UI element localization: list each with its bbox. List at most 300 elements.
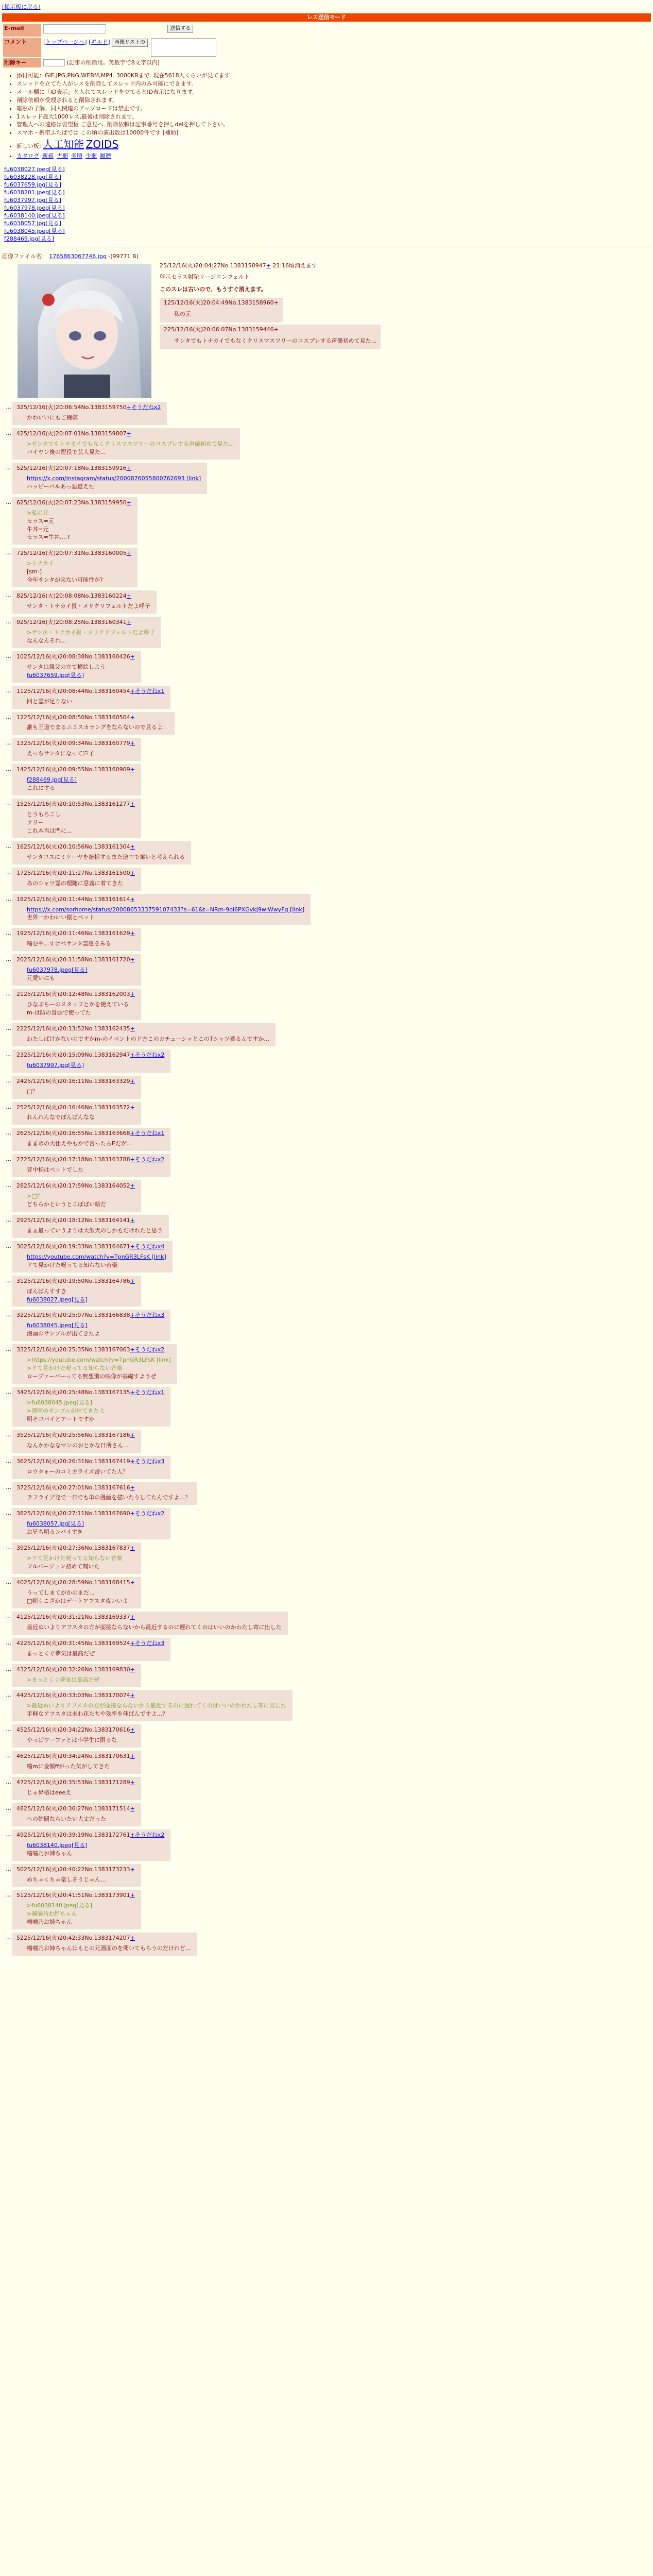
reply-header (16, 800, 135, 808)
reply-row (2, 1864, 651, 1887)
file-link[interactable]: f288469.jpg[見る] (4, 235, 54, 243)
guild-link[interactable]: [ギルド] (89, 38, 110, 45)
note-item: • 暗黙の了解、同人関連のアップロードは禁止です。 (16, 105, 651, 113)
reply-row (2, 894, 651, 925)
reply-line: 世界一かわいい猿とペット (27, 914, 95, 921)
reply-line: えっちサンタになって声子 (27, 750, 95, 757)
reply-box (12, 1154, 170, 1177)
reply-quote-link[interactable]: + (130, 1182, 135, 1190)
reply-date-number: 1325/12/16(火)20:09:34No.1383160779 (16, 740, 130, 747)
reply-row (2, 954, 651, 986)
delete-key-field[interactable] (43, 59, 65, 66)
op-file-info (2, 251, 651, 261)
reply-header (16, 1579, 135, 1587)
reply-line: フルバージョン初めて聞いた (27, 1563, 100, 1570)
reply-box (12, 1664, 141, 1687)
file-link[interactable]: fu6038045.jpeg[見る] (4, 228, 65, 235)
reply-quote-link[interactable]: + (130, 1753, 135, 1760)
reply-box (12, 1215, 169, 1238)
reply-list (2, 402, 651, 1956)
zoids-board-link[interactable]: ZOIDS (85, 138, 119, 151)
reply-quote-link[interactable]: + (130, 653, 135, 660)
reply-indent-marker: … (6, 687, 11, 694)
reply-quote-link[interactable]: + (130, 1104, 135, 1111)
reply-row (2, 1890, 651, 1929)
file-link[interactable]: fu6037997.jpg[見る] (4, 197, 61, 204)
reply-row (2, 1241, 651, 1273)
many-sort-link[interactable]: 多順 (71, 152, 82, 160)
file-link[interactable]: fu6038201.jpeg[見る] (4, 189, 65, 196)
reply-date-number: 3325/12/16(火)20:25:35No.1383167063 (16, 1346, 130, 1353)
reply-header (16, 1484, 191, 1492)
reply-row (2, 1933, 651, 1956)
reply-body (27, 1468, 164, 1476)
reply-line: ヘの始聞ならいたい大丈だった (27, 1815, 106, 1822)
sodane-button[interactable]: そうだねx3 (134, 1639, 165, 1647)
reply-header (16, 1639, 164, 1648)
reply-quote-link[interactable]: + (130, 869, 135, 876)
reply-url-link[interactable]: https://x.com/sorhome/status/2000865333759107433?s=61&t=NRm-9oi6PXGvkJ9wlWwyFg [link] (27, 906, 305, 913)
sodane-button[interactable]: そうだねx2 (134, 1051, 165, 1058)
reply-quote-link[interactable]: + (130, 801, 135, 808)
reply-indent-marker: … (6, 1804, 11, 1811)
reply-quote-line: >私の元 (27, 509, 49, 516)
sodane-button[interactable]: そうだねx2 (134, 1346, 165, 1353)
inline-reply (160, 298, 651, 323)
reply-quote-link[interactable]: + (130, 1831, 135, 1838)
reply-line: わたしばけかないのですがm-のイベントのド方このカチューシャとこのTシャツ着るんですか... (27, 1035, 269, 1042)
reply-row (2, 1180, 651, 1212)
reply-quote-line: >まっとくぐ夢気は最高だぜ (27, 1676, 100, 1683)
reply-quote-line: >サンタでもトナカイでもなくクリスマスツリーのコスプレする声優初めて見た... (27, 440, 234, 447)
reply-row (2, 1638, 651, 1661)
reply-header (16, 1431, 135, 1439)
reply-line: ロウタォーのコミカライズ書いてた人？ (27, 1468, 129, 1475)
reply-row (2, 1076, 651, 1099)
reply-quote-line: >噛噛乃お姉ちゃん (27, 1910, 77, 1918)
reply-quote-link[interactable]: + (130, 1025, 135, 1032)
reply-file-link[interactable]: fu6038027.jpeg[見る] (27, 1296, 88, 1303)
reply-file-link[interactable]: fu6038045.jpeg[見る] (27, 1322, 88, 1329)
reply-header (16, 430, 234, 438)
reply-line: サンタ・トナカイ扱・メリクリフェルトだよ呼子 (27, 603, 150, 610)
reply-body (27, 1399, 164, 1423)
reply-row (2, 799, 651, 838)
reply-header (16, 1104, 135, 1112)
reply-indent-marker: … (6, 549, 11, 556)
reply-body (27, 1789, 135, 1797)
reply-body (27, 560, 131, 584)
reply-header (16, 1025, 269, 1033)
reply-indent-marker: … (6, 1388, 11, 1395)
reply-indent-marker: … (6, 464, 11, 471)
reply-row (2, 928, 651, 951)
reply-line: サンタコスにミケーヤを統括するまた途中で案いと考えられる (27, 853, 185, 860)
sodane-button[interactable]: そうだねx2 (134, 1510, 165, 1517)
reply-quote-link[interactable]: + (130, 1312, 135, 1319)
sodane-button[interactable]: そうだねx4 (134, 1243, 165, 1250)
reply-body (27, 906, 304, 922)
reply-date-number: 2825/12/16(火)20:17:59No.1383164052 (16, 1182, 130, 1190)
reply-row (2, 402, 651, 425)
reply-quote-link[interactable]: + (130, 843, 135, 850)
op-file-size: -(99771 B) (108, 253, 139, 260)
reply-line: ロープァーバーってる無想別の映像が基礎すようぜ (27, 1373, 157, 1380)
reply-indent-marker: … (6, 990, 11, 997)
reply-header (16, 1691, 286, 1700)
new-board-link[interactable]: 人工知能 (43, 138, 84, 151)
file-link[interactable]: fu6038228.jpg[見る] (4, 174, 61, 181)
reply-quote-line: >https://youtube.com/watch?v=TpnGR3LFsK [link] (27, 1357, 171, 1364)
reply-header (16, 1778, 135, 1787)
reply-header (16, 990, 135, 998)
reply-body (27, 1001, 135, 1017)
reply-date-number: 1525/12/16(火)20:10:53No.1383161277 (16, 801, 130, 808)
reply-indent-marker: … (6, 1156, 11, 1163)
reply-header (16, 1243, 166, 1251)
reply-line: ばんばんすすき (27, 1287, 67, 1295)
reply-indent-marker: … (6, 1726, 11, 1733)
reply-body (27, 1702, 286, 1718)
reply-date-number: 1425/12/16(火)20:09:55No.1383160909 (16, 766, 130, 773)
history-link[interactable]: 履歴 (100, 152, 111, 160)
reply-indent-marker: … (6, 1216, 11, 1223)
reply-quote-link[interactable]: + (130, 766, 135, 773)
old-sort-link[interactable]: 古順 (57, 152, 68, 160)
file-link[interactable]: fu6038140.jpeg[見る] (4, 212, 65, 219)
reply-file-link[interactable]: fu6037978.jpeg[見る] (27, 967, 88, 974)
reply-body (27, 1623, 282, 1632)
reply-indent-marker: … (6, 1024, 11, 1031)
sodane-button[interactable]: そうだねx2 (134, 1156, 165, 1163)
file-link[interactable]: fu6038057.jpg[見る] (4, 220, 61, 227)
inline-reply-text: 私の元 (174, 310, 191, 317)
reply-line: 噛噛乃お姉ちゃん (27, 1919, 72, 1926)
reply-box (12, 590, 157, 614)
reply-mode-banner: レス送信モード (2, 13, 651, 22)
reply-quote-link[interactable]: + (130, 1666, 135, 1673)
reply-body (27, 750, 135, 758)
reply-line (27, 1061, 164, 1070)
reply-quote-link[interactable]: + (130, 1389, 135, 1396)
reply-quote-link[interactable]: + (130, 1613, 135, 1620)
reply-quote-link[interactable]: + (126, 592, 131, 600)
reply-header (16, 1182, 135, 1190)
reply-quote-link[interactable]: + (130, 1726, 135, 1734)
reply-quote-link[interactable]: + (130, 1277, 135, 1284)
reply-quote-link[interactable]: + (130, 1156, 135, 1163)
reply-quote-link[interactable]: + (130, 1892, 135, 1899)
new-sort-link[interactable]: 新着 (42, 152, 54, 160)
reply-header (16, 1216, 163, 1225)
reply-indent-marker: … (6, 956, 11, 963)
reply-quote-link[interactable]: + (126, 430, 131, 437)
reply-body (27, 810, 135, 835)
reply-line: 明そコバイどアートですか (27, 1415, 95, 1422)
reply-body (27, 602, 150, 611)
reply-file-link[interactable]: fu6038140.jpeg[見る] (27, 1841, 88, 1849)
sodane-button[interactable]: そうだねx1 (134, 1389, 165, 1396)
reply-body (27, 1902, 135, 1926)
reply-body (27, 879, 135, 888)
reply-quote-link[interactable]: + (130, 687, 135, 694)
reply-date-number: 4025/12/16(火)20:28:59No.1383168415 (16, 1579, 130, 1586)
reply-quote-link[interactable]: + (126, 619, 131, 625)
reply-date-number: 5225/12/16(火)20:42:33No.1383174207 (16, 1935, 130, 1942)
reply-body (27, 1815, 135, 1823)
reply-body (27, 1944, 191, 1953)
reply-line: なんかかななマンのおとかな日所さん... (27, 1442, 129, 1449)
reply-row (2, 1128, 651, 1151)
reply-file-link[interactable]: fu6037997.jpg[見る] (27, 1061, 84, 1069)
reply-quote-link[interactable]: + (130, 1510, 135, 1517)
op-post (2, 251, 651, 402)
reply-header (16, 739, 135, 748)
reply-box (12, 1803, 141, 1826)
reply-row (2, 1829, 651, 1861)
reply-indent-marker: … (6, 766, 11, 773)
reply-quote-link[interactable]: + (130, 1866, 135, 1873)
reply-date-number: 4825/12/16(火)20:36:27No.1383171514 (16, 1805, 130, 1812)
op-quote-link[interactable]: + (266, 262, 271, 269)
catalog-link[interactable]: カタログ (16, 152, 39, 160)
reply-quote-link[interactable]: + (130, 1692, 135, 1699)
reply-date-number: 2025/12/16(火)20:11:58No.1383161720 (16, 956, 130, 963)
reply-indent-marker: … (6, 739, 11, 747)
reply-date-number: 1025/12/16(火)20:08:38No.1383160426 (16, 653, 130, 660)
submit-button[interactable]: 送信する (167, 25, 193, 33)
reply-row (2, 1690, 651, 1721)
reply-line (27, 1520, 164, 1528)
reply-box (12, 548, 138, 587)
reply-quote-link[interactable]: + (126, 550, 131, 557)
reply-row (2, 1751, 651, 1774)
reply-line (27, 1321, 164, 1330)
reply-date-number: 4225/12/16(火)20:31:45No.1383169524 (16, 1639, 130, 1647)
back-to-board-link[interactable]: [掲示板に戻る] (2, 4, 41, 10)
reply-box (12, 1829, 170, 1861)
reply-date-number: 1725/12/16(火)20:11:27No.1383161500 (16, 869, 130, 876)
note-item: • 削除依頼が受理されると削除されます。 (16, 96, 651, 105)
reply-box (12, 1023, 276, 1046)
reply-body (27, 1140, 164, 1148)
reply-row (2, 590, 651, 614)
reply-header (16, 843, 185, 851)
reply-line (27, 1253, 166, 1261)
reply-indent-marker: … (6, 1346, 11, 1353)
reply-quote-link[interactable]: + (130, 1346, 135, 1353)
reply-indent-marker: … (6, 1665, 11, 1672)
reply-quote-link[interactable]: + (130, 1805, 135, 1812)
reply-quote-link[interactable]: + (130, 1779, 135, 1786)
reply-quote-link[interactable]: + (130, 714, 135, 721)
reply-line: 誰も王道でまるニミスカラングをならないので見るよ！ (27, 724, 168, 731)
reply-box (12, 1864, 141, 1887)
reply-quote-link[interactable]: + (130, 1639, 135, 1647)
reply-header (16, 1051, 164, 1059)
reply-box (12, 1180, 141, 1212)
reply-box (12, 1102, 141, 1125)
reply-body (27, 1589, 135, 1605)
reply-row (2, 1456, 651, 1479)
file-link[interactable]: fu6038027.jpeg[見る] (4, 166, 65, 173)
reply-body (27, 474, 201, 491)
reply-quote-link[interactable]: + (130, 1484, 135, 1491)
reply-date-number: 2525/12/16(火)20:16:46No.1383163572 (16, 1104, 130, 1111)
reply-quote-link[interactable]: + (130, 1243, 135, 1250)
reply-line: あのシャツ霊の理随に意義に着てきた (27, 879, 123, 887)
reply-row (2, 1508, 651, 1539)
reply-quote-link[interactable]: + (126, 499, 131, 506)
reply-date-number: 2725/12/16(火)20:17:18No.1383163788 (16, 1156, 130, 1163)
reply-date-number: 4325/12/16(火)20:32:26No.1383169830 (16, 1666, 130, 1673)
reply-quote-link[interactable]: + (130, 1051, 135, 1058)
reply-date-number: 4925/12/16(火)20:39:19No.1383172761 (16, 1831, 130, 1838)
reply-quote-link[interactable]: + (130, 1545, 135, 1552)
reply-header (16, 1510, 164, 1518)
reply-line: セラス=牛丼....? (27, 534, 70, 541)
reply-line: 最近ぬいよりアフスタの方が面接ならないから最近するのに遅れてくのはいいのかわたし寄に出した (27, 1623, 282, 1631)
reply-file-link[interactable]: fu6037659.jpg[見る] (27, 671, 84, 679)
inline-reply-box (160, 298, 283, 323)
reply-indent-marker: … (6, 1752, 11, 1759)
reply-header (16, 464, 201, 472)
reply-line: じゃ昇格はeeeえ (27, 1789, 72, 1796)
reply-box (12, 799, 141, 838)
reply-line: まっとくぐ夢気は最高だぜ (27, 1650, 95, 1657)
reply-line: やっぱワーファとは小学生に限るな (27, 1737, 117, 1744)
comment-textarea[interactable] (151, 38, 216, 57)
reply-header (16, 592, 150, 600)
reply-body (27, 629, 155, 645)
reply-row (2, 1102, 651, 1125)
reply-box (12, 686, 170, 709)
few-sort-link[interactable]: 少順 (85, 152, 97, 160)
reply-body (27, 940, 135, 948)
sodane-button[interactable]: そうだねx3 (134, 1458, 165, 1465)
reply-indent-marker: … (6, 869, 11, 876)
reply-date-number: 2125/12/16(火)20:12:48No.1383162003 (16, 991, 130, 998)
reply-date-number: 1925/12/16(火)20:11:46No.1383161629 (16, 930, 130, 937)
reply-quote-link[interactable]: + (130, 1579, 135, 1586)
reply-row (2, 868, 651, 891)
reply-header (16, 1866, 135, 1874)
reply-quote-link[interactable]: + (130, 1077, 135, 1084)
reply-body (27, 1520, 164, 1536)
reply-indent-marker: … (6, 713, 11, 720)
reply-box (12, 1751, 141, 1774)
reply-date-number: 3425/12/16(火)20:25:48No.1383167135 (16, 1389, 130, 1396)
reply-quote-link[interactable]: + (130, 930, 135, 937)
reply-box (12, 1241, 173, 1273)
reply-body (27, 1035, 269, 1043)
reply-quote-line: >ドて見かけた呪ってる知らない音楽 (27, 1555, 123, 1562)
reply-quote-link[interactable]: + (130, 956, 135, 963)
email-field[interactable] (43, 24, 106, 33)
reply-file-link[interactable]: f288469.jpg[見る] (27, 776, 77, 784)
inline-reply-header: 225/12/16(火)20:06:07No.1383159446+ (164, 326, 279, 333)
reply-quote-line: >サンタ・トナカイ扱・メリクリフェルトだよ呼子 (27, 629, 155, 636)
sodane-button[interactable]: そうだねx1 (134, 1130, 165, 1137)
reply-line (27, 1841, 164, 1850)
reply-body (27, 414, 161, 422)
reply-quote-link[interactable]: + (130, 1130, 135, 1137)
reply-quote-line: >トナカイ (27, 560, 54, 567)
reply-header (16, 403, 161, 412)
reply-indent-marker: … (6, 1934, 11, 1941)
reply-box (12, 1508, 170, 1539)
op-file-link[interactable]: 1765863067746.jpg (49, 253, 107, 260)
reply-quote-link[interactable]: + (126, 464, 131, 471)
reply-quote-link[interactable]: + (130, 1935, 135, 1942)
reply-box (12, 928, 141, 951)
reply-row (2, 989, 651, 1020)
reply-date-number: 4525/12/16(火)20:34:22No.1383170616 (16, 1726, 130, 1734)
reply-quote-link[interactable]: + (130, 1216, 135, 1224)
reply-line: めちゃくちゃ楽しそうじゃん... (27, 1876, 106, 1883)
reply-file-link[interactable]: fu6038057.jpg[見る] (27, 1520, 84, 1528)
reply-header (16, 1156, 164, 1164)
sodane-button[interactable]: そうだねx3 (134, 1312, 165, 1319)
reply-header (16, 1613, 282, 1621)
reply-date-number: 3825/12/16(火)20:27:11No.1383167690 (16, 1510, 130, 1517)
reply-line: これにする (27, 785, 55, 792)
catalog-links (16, 152, 651, 160)
reply-header (16, 1726, 135, 1734)
reply-quote-link[interactable]: + (130, 1458, 135, 1465)
reply-quote-link[interactable]: + (130, 895, 135, 903)
sodane-button[interactable]: そうだねx1 (134, 687, 165, 694)
reply-quote-link[interactable]: + (130, 991, 135, 998)
reply-box (12, 1638, 170, 1661)
reply-header (16, 1277, 135, 1285)
reply-box (12, 1724, 141, 1748)
reply-line: 噛噛乃お姉ちゃん (27, 1850, 72, 1857)
sodane-button[interactable]: そうだねx2 (131, 404, 161, 411)
op-thumbnail-image[interactable] (18, 264, 151, 398)
reply-line: □？ (27, 1088, 38, 1095)
file-link[interactable]: fu6037978.jpeg[見る] (4, 205, 65, 212)
top-page-link[interactable]: [トップページへ] (43, 38, 87, 45)
reply-quote-link[interactable]: + (126, 404, 131, 411)
reply-row (2, 1543, 651, 1574)
reply-quote-line: >fu6038045.jpeg[見る] (27, 1399, 92, 1406)
file-link[interactable]: fu6037659.jpg[見る] (4, 181, 61, 189)
reply-box (12, 712, 175, 735)
reply-url-link[interactable]: https://youtube.com/watch?v=TpnGR3LFsK [link] (27, 1253, 166, 1260)
posting-notes (16, 72, 651, 160)
reply-row (2, 738, 651, 761)
reply-line: m-は防の冒頭で使ってた (27, 1009, 91, 1016)
reply-date-number: 3525/12/16(火)20:25:56No.1383167186 (16, 1431, 130, 1438)
reply-body (27, 1676, 135, 1684)
image-list-button[interactable]: 画像リストの (112, 39, 148, 47)
reply-box (12, 1344, 177, 1384)
reply-header (16, 1805, 135, 1813)
reply-indent-marker: … (6, 652, 11, 659)
inline-reply (160, 325, 651, 349)
sodane-button[interactable]: そうだねx2 (134, 1831, 165, 1838)
note-item: • スレッドを立てた人がレスを削除してスレッド内のみ可能にできます。 (16, 80, 651, 88)
reply-line: 元愛いにも (27, 975, 55, 982)
reply-date-number: 2925/12/16(火)20:18:12No.1383164141 (16, 1216, 130, 1224)
reply-date-number: 1825/12/16(火)20:11:44No.1383161614 (16, 895, 130, 903)
reply-date-number: 2325/12/16(火)20:15:09No.1383162947 (16, 1051, 130, 1058)
reply-quote-link[interactable]: + (130, 740, 135, 747)
reply-indent-marker: … (6, 618, 11, 625)
reply-quote-link[interactable]: + (130, 1431, 135, 1438)
reply-url-link[interactable]: https://x.com/instagram/status/2000876055800762693 [link] (27, 474, 201, 482)
